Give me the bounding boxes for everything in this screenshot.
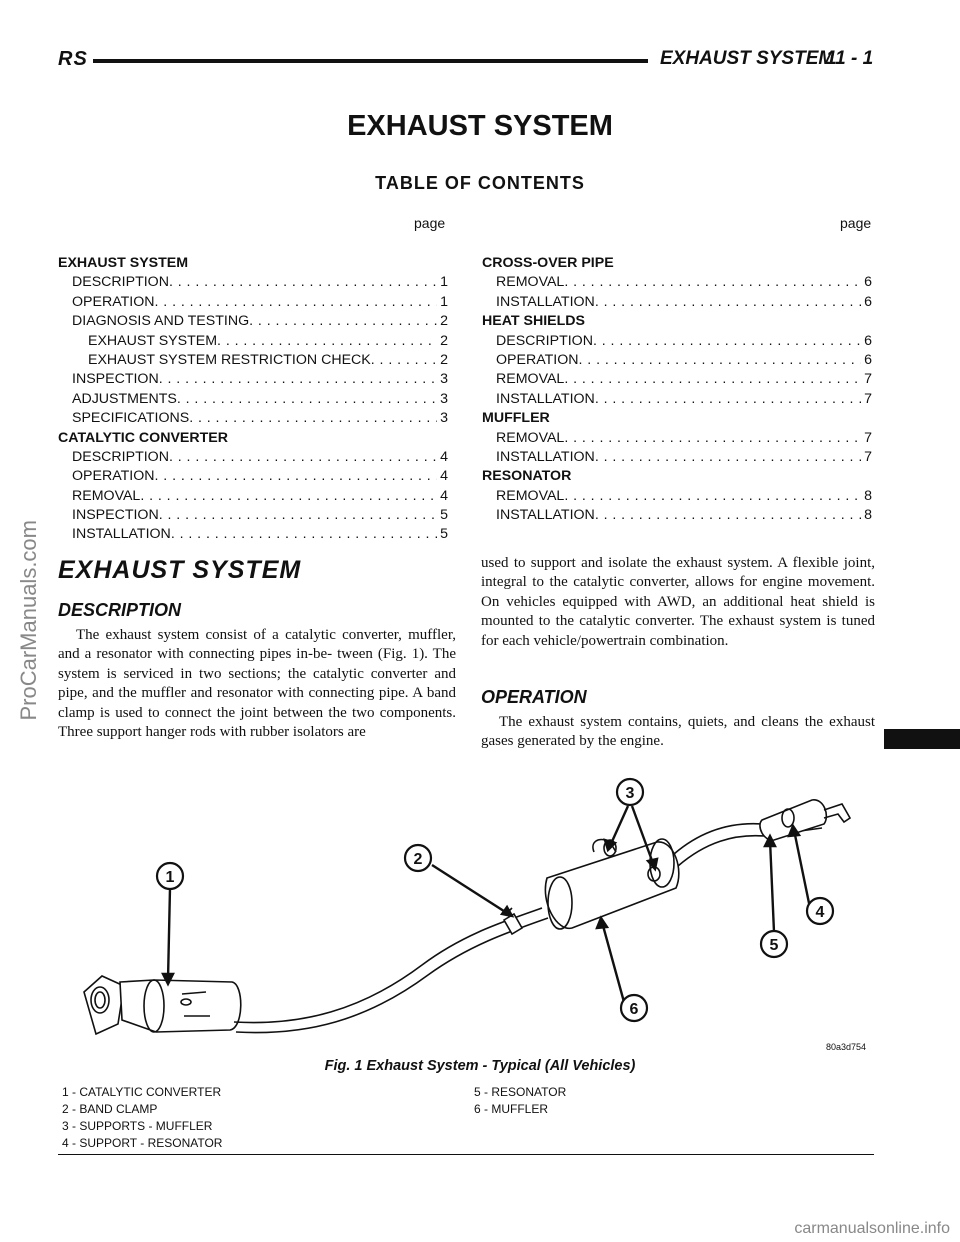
exhaust-system-illustration — [62, 770, 882, 1060]
toc-entry — [58, 487, 448, 506]
toc-entry-label: OPERATION — [72, 293, 155, 310]
toc-leader-dots — [155, 467, 438, 486]
toc-entry-label: REMOVAL — [496, 487, 565, 504]
toc-entry-label: OPERATION — [496, 351, 579, 368]
toc-entry-label: INSTALLATION — [72, 526, 171, 543]
toc-entry-label: RESONATOR — [482, 468, 572, 485]
toc-entry-page: 3 — [440, 371, 448, 388]
toc-leader-dots — [171, 525, 437, 544]
toc-entry-label: REMOVAL — [496, 429, 565, 446]
toc-leader-dots — [564, 273, 861, 292]
toc-entry-label: ADJUSTMENTS — [72, 390, 177, 407]
toc-entry-label: EXHAUST SYSTEM — [88, 332, 218, 349]
toc-leader-dots — [579, 351, 862, 370]
toc-entry-label: DESCRIPTION — [72, 274, 169, 291]
toc-entry — [58, 409, 448, 428]
toc-entry-page: 1 — [440, 274, 448, 291]
muffler-icon — [545, 839, 678, 929]
toc-leader-dots — [595, 293, 861, 312]
toc-leader-dots — [595, 448, 861, 467]
figure-code: 80a3d754 — [826, 1042, 867, 1052]
toc-entry — [482, 312, 872, 331]
header-rule — [93, 59, 648, 63]
legend-item: 6 - MUFFLER — [474, 1102, 549, 1116]
toc-entry-label: EXHAUST SYSTEM — [58, 255, 189, 271]
toc-leader-dots — [249, 312, 437, 331]
toc-entry-page: 7 — [864, 429, 872, 446]
toc-entry — [58, 332, 448, 351]
toc-entry-page: 4 — [440, 448, 448, 465]
toc-entry — [482, 487, 872, 506]
toc-entry-page: 7 — [864, 448, 872, 465]
toc-leader-dots — [159, 506, 437, 525]
toc-entry — [482, 370, 872, 389]
legend-item: 4 - SUPPORT - RESONATOR — [62, 1136, 223, 1150]
toc-leader-dots — [217, 332, 437, 351]
toc-entry-page: 3 — [440, 390, 448, 407]
toc-entry-page: 6 — [864, 351, 872, 368]
catalytic-converter-icon — [120, 980, 241, 1032]
toc-leader-dots — [595, 506, 861, 525]
toc-entry-label: INSTALLATION — [496, 293, 595, 310]
resonator-icon — [760, 800, 850, 840]
toc-leader-dots — [159, 370, 437, 389]
toc-entry — [482, 448, 872, 467]
toc-entry-label: HEAT SHIELDS — [482, 313, 585, 330]
toc-leader-dots — [155, 293, 438, 312]
toc-leader-dots — [593, 332, 861, 351]
toc-entry — [482, 293, 872, 312]
toc-entry-page: 8 — [864, 487, 872, 504]
operation-heading: OPERATION — [481, 687, 587, 707]
header-title: EXHAUST SYSTEM — [660, 48, 835, 69]
toc-entry — [482, 429, 872, 448]
toc-leader-dots — [169, 273, 437, 292]
toc-page-label-left: page — [414, 215, 446, 231]
toc-entry-label: CATALYTIC CONVERTER — [58, 429, 228, 446]
toc-entry — [482, 273, 872, 292]
toc-entry — [58, 467, 448, 486]
toc-entry — [58, 293, 448, 312]
toc-entry-page: 2 — [440, 313, 448, 330]
description-paragraph-right: used to support and isolate the exhaust system. A flexible joint, integral to the catalytic converter, allows for engine movement. On vehicles equipped with AWD, an additional heat shield is mounted to the catalytic converter. The exhaust system is tuned for each vehicle/powertrain combination. — [481, 555, 875, 649]
toc-entry — [482, 351, 872, 370]
toc-entry — [58, 254, 448, 273]
legend-item: 2 - BAND CLAMP — [62, 1102, 158, 1116]
description-paragraph-left: The exhaust system consist of a catalytic converter, muffler, and a resonator with connecting pipes in-be- tween (Fig. 1). The system is serviced in two sections; the catalytic converter and pipe, and the muffler and resonator with connecting pipe. A band clamp is used to connect the joint between the two components. Three support hanger rods with rubber isolators are — [58, 627, 456, 741]
toc-entry — [58, 390, 448, 409]
operation-paragraph: The exhaust system contains, quiets, and cleans the exhaust gases generated by the engine. — [481, 714, 875, 750]
figure-legend-left — [62, 1084, 222, 1152]
toc-entry-page: 5 — [440, 507, 448, 524]
front-pipe-icon — [234, 908, 542, 1023]
toc-entry — [58, 506, 448, 525]
toc-entry-label: INSTALLATION — [496, 448, 595, 465]
toc-entry — [58, 525, 448, 544]
callout-6-label: 6 — [629, 1001, 639, 1018]
header-section-code: RS — [58, 48, 88, 70]
toc-entry-page: 4 — [440, 468, 448, 485]
toc-page-label-right: page — [840, 215, 872, 231]
toc-entry-page: 3 — [440, 410, 448, 427]
toc-leader-dots — [564, 370, 861, 389]
toc-entry-label: SPECIFICATIONS — [72, 410, 190, 427]
toc-entry-page: 8 — [864, 507, 872, 524]
toc-entry-label: REMOVAL — [496, 371, 565, 388]
callout-2-label: 2 — [413, 851, 423, 868]
toc-entry-label: CROSS-OVER PIPE — [482, 255, 614, 271]
toc-right-column — [482, 254, 872, 525]
toc-entry-page: 5 — [440, 526, 448, 543]
toc-entry-label: INSPECTION — [72, 507, 159, 524]
legend-item: 3 - SUPPORTS - MUFFLER — [62, 1119, 213, 1133]
legend-item: 5 - RESONATOR — [474, 1085, 567, 1099]
callout-5-label: 5 — [769, 937, 779, 954]
toc-left-column — [58, 254, 448, 545]
toc-entry-label: DESCRIPTION — [496, 332, 593, 349]
toc-leader-dots — [371, 351, 437, 370]
front-flange-icon — [84, 976, 124, 1034]
toc-entry-label: INSPECTION — [72, 371, 159, 388]
toc-leader-dots — [140, 487, 437, 506]
figure-legend-right — [474, 1084, 566, 1118]
toc-entry — [482, 332, 872, 351]
toc-entry-page: 7 — [864, 390, 872, 407]
toc-entry — [58, 448, 448, 467]
legend-item: 1 - CATALYTIC CONVERTER — [62, 1085, 222, 1099]
header-page-number: 11 - 1 — [826, 48, 874, 69]
section-tab-marker — [884, 729, 960, 749]
toc-entry-label: OPERATION — [72, 468, 155, 485]
toc-entry — [482, 506, 872, 525]
toc-entry — [58, 370, 448, 389]
toc-entry-page: 2 — [440, 332, 448, 349]
toc-leader-dots — [177, 390, 437, 409]
toc-leader-dots — [169, 448, 437, 467]
watermark-text: ProCarManuals.com — [16, 520, 41, 721]
toc-leader-dots — [564, 429, 861, 448]
toc-entry-label: INSTALLATION — [496, 390, 595, 407]
toc-entry — [482, 390, 872, 409]
toc-entry — [58, 429, 448, 448]
toc-heading: TABLE OF CONTENTS — [375, 173, 585, 193]
figure-caption: Fig. 1 Exhaust System - Typical (All Vehicles) — [324, 1058, 636, 1074]
toc-entry-label: REMOVAL — [496, 274, 565, 291]
toc-leader-dots — [189, 409, 437, 428]
toc-entry — [482, 409, 872, 428]
toc-entry-page: 2 — [440, 351, 448, 368]
toc-entry-page: 1 — [440, 293, 448, 310]
toc-entry-label: REMOVAL — [72, 487, 141, 504]
toc-entry-label: DESCRIPTION — [72, 448, 169, 465]
toc-entry-page: 4 — [440, 487, 448, 504]
toc-entry-page: 6 — [864, 274, 872, 291]
callout-1-label: 1 — [165, 869, 175, 886]
toc-leader-dots — [595, 390, 861, 409]
toc-entry-page: 6 — [864, 293, 872, 310]
toc-entry — [58, 312, 448, 331]
footer-watermark: carmanualsonline.info — [794, 1220, 950, 1237]
page-title: EXHAUST SYSTEM — [347, 110, 613, 142]
toc-entry — [482, 254, 872, 273]
section-title: EXHAUST SYSTEM — [58, 556, 302, 584]
toc-entry — [482, 467, 872, 486]
callout-4-label: 4 — [815, 904, 825, 921]
toc-entry-label: MUFFLER — [482, 410, 550, 427]
toc-entry-label: EXHAUST SYSTEM RESTRICTION CHECK — [88, 351, 371, 368]
toc-entry-label: INSTALLATION — [496, 507, 595, 524]
toc-entry-page: 7 — [864, 371, 872, 388]
description-heading: DESCRIPTION — [58, 600, 182, 620]
toc-leader-dots — [564, 487, 861, 506]
toc-entry-page: 6 — [864, 332, 872, 349]
figure-divider — [58, 1154, 874, 1155]
toc-entry-label: DIAGNOSIS AND TESTING — [72, 313, 250, 330]
toc-entry — [58, 273, 448, 292]
toc-entry — [58, 351, 448, 370]
callout-3-label: 3 — [625, 785, 635, 802]
